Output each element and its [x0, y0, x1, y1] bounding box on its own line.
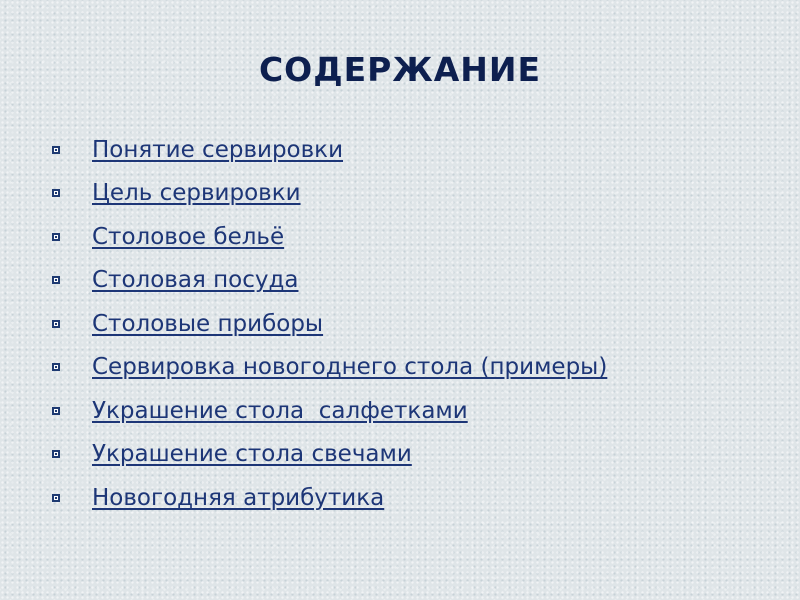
list-item — [52, 128, 607, 172]
list-item — [52, 302, 607, 346]
toc-link-serving-goal[interactable]: Цель сервировки — [92, 180, 301, 207]
square-bullet-icon — [52, 189, 60, 197]
list-item — [52, 346, 607, 390]
toc-link-candle-decoration[interactable]: Украшение стола свечами — [92, 441, 412, 468]
square-bullet-icon — [52, 494, 60, 502]
page-title: СОДЕРЖАНИЕ — [258, 50, 542, 89]
toc-link-table-linen[interactable]: Столовое бельё — [92, 223, 285, 250]
toc-link-tableware[interactable]: Столовая посуда — [92, 267, 299, 294]
list-item — [52, 433, 607, 477]
table-of-contents — [52, 128, 607, 520]
list-item — [52, 389, 607, 433]
toc-link-new-year-attributes[interactable]: Новогодняя атрибутика — [92, 484, 385, 511]
square-bullet-icon — [52, 233, 60, 241]
square-bullet-icon — [52, 450, 60, 458]
toc-link-cutlery[interactable]: Столовые приборы — [92, 310, 324, 337]
square-bullet-icon — [52, 407, 60, 415]
list-item — [52, 172, 607, 216]
list-item — [52, 476, 607, 520]
square-bullet-icon — [52, 146, 60, 154]
square-bullet-icon — [52, 363, 60, 371]
square-bullet-icon — [52, 276, 60, 284]
list-item — [52, 259, 607, 303]
list-item — [52, 215, 607, 259]
toc-link-serving-concept[interactable]: Понятие сервировки — [92, 136, 344, 163]
square-bullet-icon — [52, 320, 60, 328]
toc-link-napkin-decoration[interactable]: Украшение стола салфетками — [92, 397, 468, 424]
toc-link-new-year-table-examples[interactable]: Сервировка новогоднего стола (примеры) — [92, 354, 608, 381]
